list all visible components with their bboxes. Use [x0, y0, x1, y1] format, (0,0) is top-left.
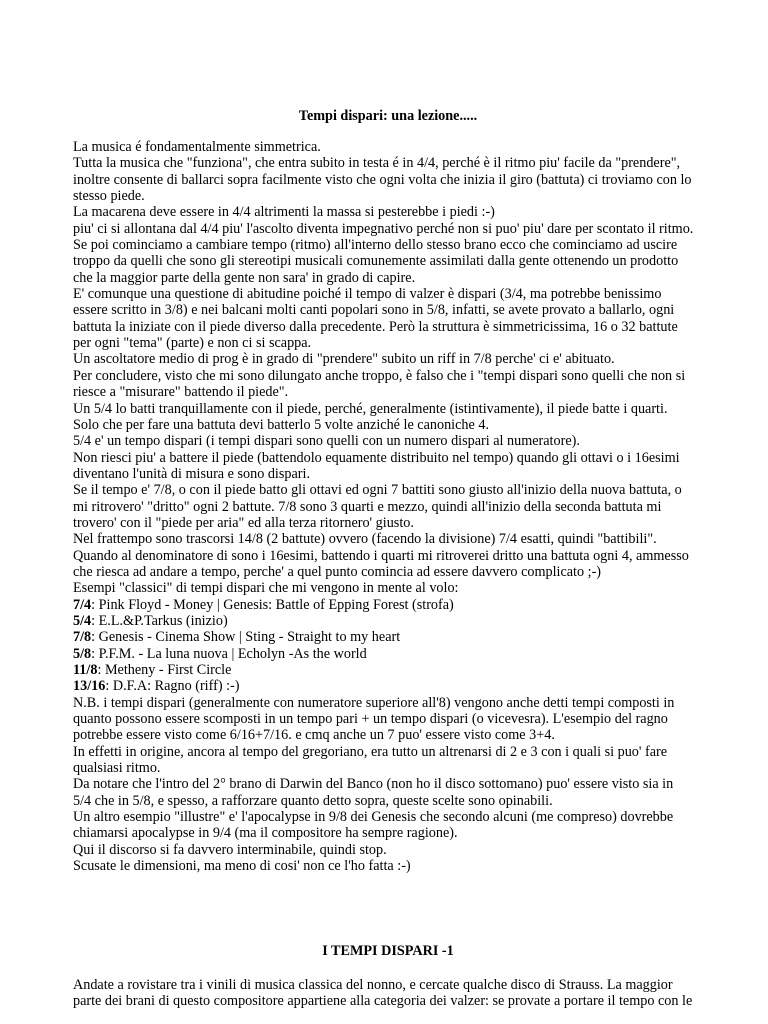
line-text: quanto possono essere scomposti in un tempo pari + un tempo dispari (o vicevesra). L'esempio del ragno — [73, 711, 668, 728]
line-text: Se il tempo e' 7/8, o con il piede batto gli ottavi ed ogni 7 battiti sono giusto all'inizio della nuova battuta, o — [73, 482, 682, 499]
text-line — [73, 482, 703, 498]
line-text: 5/4 che in 5/8, e spesso, a rafforzare quanto detto sopra, queste scelte sono opinabili. — [73, 792, 553, 809]
text-line — [73, 319, 703, 335]
line-text: trovero' con il "piede per aria" ed alla terza ritornero' giusto. — [73, 514, 414, 531]
line-text: Tutta la musica che "funziona", che entra subito in testa é in 4/4, perché è il ritmo piu' facile da "prendere", — [73, 155, 681, 172]
text-line — [73, 760, 703, 776]
line-text: Qui il discorso si fa davvero interminabile, quindi stop. — [73, 841, 387, 858]
text-line — [73, 433, 703, 449]
text-line — [73, 646, 703, 662]
text-line — [73, 253, 703, 269]
line-text: piu' ci si allontana dal 4/4 piu' l'ascolto diventa impegnativo perché non si puo' piu' dare per scontato il ritmo. — [73, 220, 694, 237]
line-text: diventano l'unità di misura e sono dispari. — [73, 465, 311, 482]
line-text: Scusate le dimensioni, ma meno di cosi' non ce l'ho fatta :-) — [73, 858, 411, 875]
line-text: qualsiasi ritmo. — [73, 760, 161, 777]
time-signature-label: 5/8 — [73, 645, 92, 662]
time-signature-label: 13/16 — [73, 678, 106, 695]
line-text: che riesca ad andare a tempo, perche' a quel punto comincia ad essere davvero complicato ;-) — [73, 563, 602, 580]
line-text: : Pink Floyd - Money | Genesis: Battle of Epping Forest (strofa) — [91, 596, 454, 613]
text-line — [73, 401, 703, 417]
text-line — [73, 629, 703, 645]
text-line — [73, 286, 703, 302]
text-line — [73, 744, 703, 760]
line-text: per ogni "tema" (parte) e non ci si scappa. — [73, 335, 312, 352]
text-line — [73, 695, 703, 711]
text-line — [73, 204, 703, 220]
section-title: I TEMPI DISPARI -1 — [322, 943, 454, 959]
line-text: : Genesis - Cinema Show | Sting - Straight to my heart — [91, 629, 401, 646]
line-text: In effetti in origine, ancora al tempo del gregoriano, era tutto un altrenarsi di 2 e 3 con i quali si puo' fare — [73, 743, 668, 760]
line-text: : E.L.&P.Tarkus (inizio) — [91, 612, 228, 629]
text-line — [73, 466, 703, 482]
text-line — [73, 188, 703, 204]
text-line — [73, 384, 703, 400]
line-text: Un ascoltatore medio di prog è in grado di "prendere" subito un riff in 7/8 perche' ci e' abituato. — [73, 351, 615, 368]
line-text: chiamarsi apocalypse in 9/4 (ma il compositore ha sempre ragione). — [73, 825, 458, 842]
line-text: Andate a rovistare tra i vinili di musica classica del nonno, e cercate qualche disco di Strauss. La maggior — [73, 977, 673, 993]
text-line — [73, 711, 703, 727]
text-line — [73, 613, 703, 629]
text-line — [73, 237, 703, 253]
line-text: che la maggior parte della gente non sara' in grado di capire. — [73, 269, 416, 286]
text-line — [73, 139, 703, 155]
text-line — [73, 809, 703, 825]
line-text: Esempi "classici" di tempi dispari che mi vengono in mente al volo: — [73, 580, 459, 597]
text-line — [73, 662, 703, 678]
text-line — [73, 531, 703, 547]
text-line — [73, 727, 703, 743]
text-line — [73, 302, 703, 318]
line-text: Quando al denominatore di sono i 16esimi, battendo i quarti mi ritroverei dritto una battuta ogni 4, ammesso — [73, 547, 689, 564]
text-line — [73, 450, 703, 466]
text-line — [73, 351, 703, 367]
line-text: Solo che per fare una battuta devi batterlo 5 volte anziché le canoniche 4. — [73, 416, 489, 433]
time-signature-label: 7/8 — [73, 629, 92, 646]
text-line — [73, 368, 703, 384]
text-line — [73, 993, 703, 1009]
line-text: La macarena deve essere in 4/4 altrimenti la massa si pesterebbe i piedi :-) — [73, 204, 495, 221]
line-text: E' comunque una questione di abitudine poiché il tempo di valzer è dispari (3/4, ma potrebbe benissimo — [73, 286, 662, 303]
text-line — [73, 335, 703, 351]
text-line — [73, 678, 703, 694]
line-text: inoltre consente di ballarci sopra facilmente visto che ogni volta che inizia il giro (battuta) ci troviamo con lo — [73, 171, 692, 188]
line-text: riesce a "misurare" battendo il piede". — [73, 384, 289, 401]
line-text: 5/4 e' un tempo dispari (i tempi dispari sono quelli con un numero dispari al numeratore). — [73, 433, 580, 450]
text-line — [73, 417, 703, 433]
time-signature-label: 11/8 — [73, 662, 98, 678]
text-line — [73, 499, 703, 515]
time-signature-label: 5/4 — [73, 612, 92, 629]
line-text: essere scritto in 3/8) e nei balcani molti canti popolari sono in 5/8, infatti, se avete provato a ballarlo, ogni — [73, 302, 675, 319]
text-line — [73, 842, 703, 858]
line-text: troppo da quelli che sono gli stereotipi musicali comunemente assimilati dalla gente ottenendo un prodotto — [73, 253, 679, 270]
line-text: La musica é fondamentalmente simmetrica. — [73, 139, 321, 155]
line-text: Nel frattempo sono trascorsi 14/8 (2 battute) ovvero (facendo la divisione) 7/4 esatti, quindi "battibili". — [73, 531, 657, 548]
text-line — [73, 597, 703, 613]
text-line — [73, 270, 703, 286]
line-text: Se poi cominciamo a cambiare tempo (ritmo) all'interno dello stesso brano ecco che cominciamo ad uscire — [73, 237, 678, 254]
line-text: battuta la iniziate con il piede diverso dalla precedente. Però la struttura è simmetricissima, 16 o 32 battute — [73, 318, 678, 335]
text-line — [73, 977, 703, 993]
line-text: : Metheny - First Circle — [97, 662, 232, 678]
text-line — [73, 172, 703, 188]
line-text: N.B. i tempi dispari (generalmente con numeratore superiore all'8) vengono anche detti tempi composti in — [73, 694, 675, 711]
line-text: Un 5/4 lo batti tranquillamente con il piede, perché, generalmente (istintivamente), il piede batte i quarti. — [73, 400, 668, 417]
section-body — [73, 977, 703, 1010]
line-text: Per concludere, visto che mi sono dilungato anche troppo, è falso che i "tempi dispari sono quelli che non si — [73, 367, 686, 384]
text-line — [73, 580, 703, 596]
text-line — [73, 564, 703, 580]
text-line — [73, 548, 703, 564]
text-line — [73, 221, 703, 237]
text-line — [73, 825, 703, 841]
text-line — [73, 155, 703, 171]
line-text: potrebbe essere visto come 6/16+7/16. e cmq anche un 7 puo' essere visto come 3+4. — [73, 727, 555, 744]
text-line — [73, 515, 703, 531]
line-text: parte dei brani di questo compositore appartiene alla categoria dei valzer: se provate a portare il tempo con le — [73, 993, 693, 1010]
time-signature-label: 7/4 — [73, 596, 92, 613]
line-text: mi ritrovero' "dritto" ogni 2 battute. 7/8 sono 3 quarti e mezzo, quindi all'inizio della seconda battuta mi — [73, 498, 662, 515]
line-text: Da notare che l'intro del 2° brano di Darwin del Banco (non ho il disco sottomano) puo' essere visto sia in — [73, 776, 674, 793]
text-line — [73, 858, 703, 874]
line-text: Un altro esempio "illustre" e' l'apocalypse in 9/8 dei Genesis che secondo alcuni (me compreso) dovrebbe — [73, 809, 674, 826]
line-text: : D.F.A: Ragno (riff) :-) — [105, 678, 240, 695]
line-text: : P.F.M. - La luna nuova | Echolyn -As the world — [91, 645, 367, 662]
section-title: Tempi dispari: una lezione..... — [298, 108, 478, 124]
line-text: stesso piede. — [73, 188, 145, 205]
text-line — [73, 776, 703, 792]
section-body — [73, 139, 703, 874]
line-text: Non riesci piu' a battere il piede (battendolo equamente distribuito nel tempo) quando gli ottavi o i 16esimi — [73, 449, 680, 466]
text-line — [73, 793, 703, 809]
